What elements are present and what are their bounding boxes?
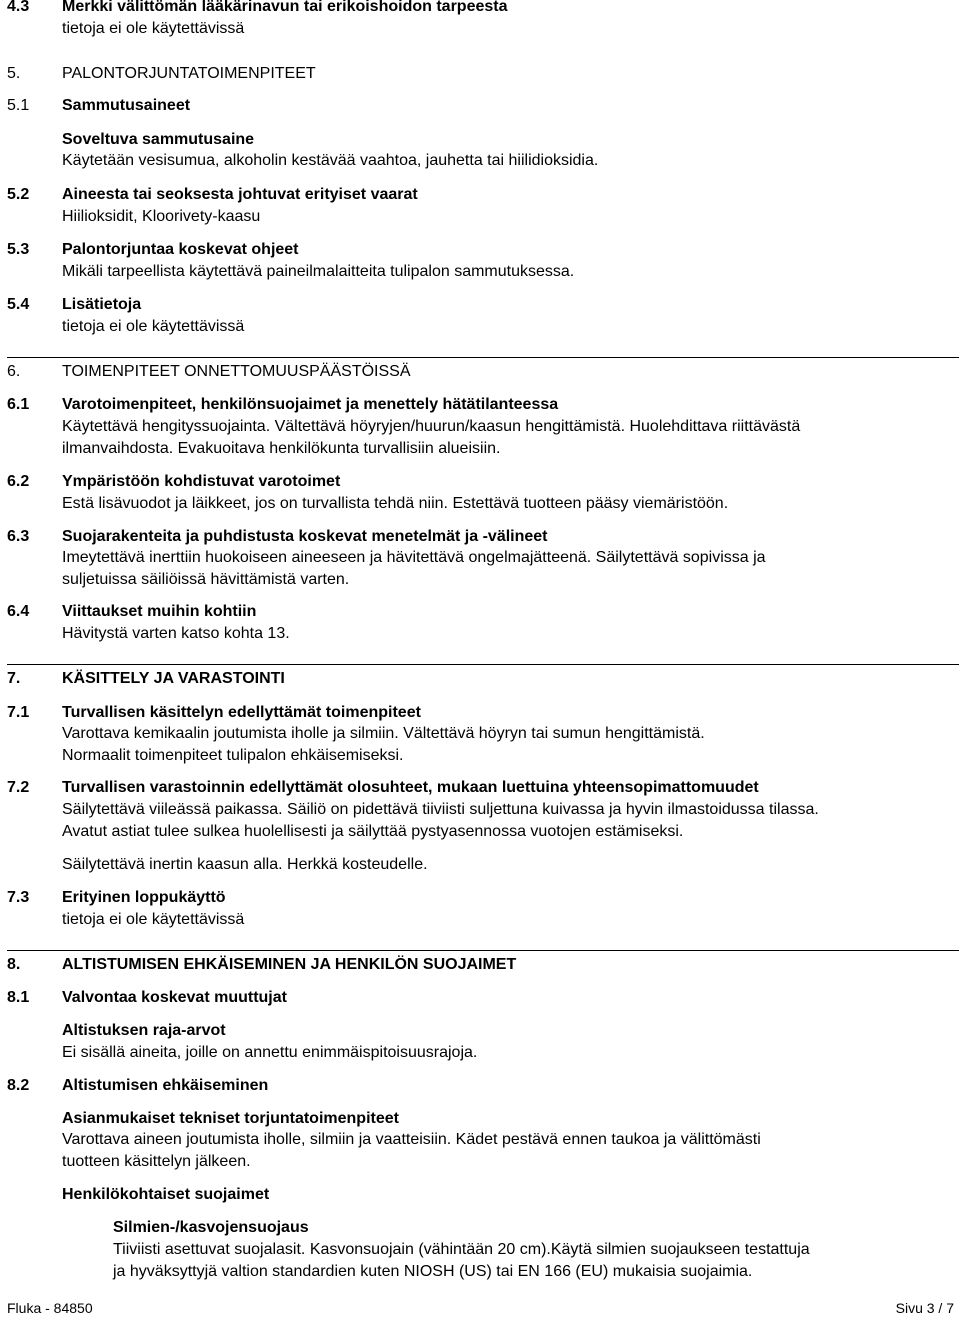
section-text: Estä lisävuodot ja läikkeet, jos on turvallista tehdä niin. Estettävä tuotteen pääsy viemäristöön. [62, 495, 729, 512]
chapter-number: 8. [7, 956, 21, 973]
section-text: ja hyväksyttyjä valtion standardien kuten NIOSH (US) tai EN 166 (EU) mukaisia suojaimia. [113, 1263, 753, 1280]
section-text: tietoja ei ole käytettävissä [62, 318, 245, 335]
footer-page-number: Sivu 3 / 7 [895, 1300, 954, 1316]
section-title: Altistumisen ehkäiseminen [62, 1077, 269, 1094]
section-number: 6.4 [7, 603, 30, 620]
subsection-title: Silmien-/kasvojensuojaus [113, 1219, 309, 1236]
section-title: Valvontaa koskevat muuttujat [62, 989, 287, 1006]
section-title: Merkki välittömän lääkärinavun tai erikoishoidon tarpeesta [62, 0, 508, 15]
section-title: Lisätietoja [62, 296, 142, 313]
chapter-number: 5. [7, 65, 21, 82]
section-text: Mikäli tarpeellista käytettävä paineilmalaitteita tulipalon sammutuksessa. [62, 263, 575, 280]
section-number: 7.3 [7, 889, 30, 906]
section-number: 5.3 [7, 241, 30, 258]
section-number: 8.2 [7, 1077, 30, 1094]
section-title: Sammutusaineet [62, 97, 191, 114]
chapter-number: 6. [7, 363, 21, 380]
divider [7, 664, 959, 665]
section-number: 6.1 [7, 396, 30, 413]
section-text: Tiiviisti asettuvat suojalasit. Kasvonsuojain (vähintään 20 cm).Käytä silmien suojaukseen testattuja [113, 1241, 810, 1258]
footer-product-code: Fluka - 84850 [7, 1300, 93, 1316]
divider [7, 357, 959, 358]
section-text: Hiilioksidit, Kloorivety-kaasu [62, 208, 261, 225]
section-text: Säilytettävä inertin kaasun alla. Herkkä kosteudelle. [62, 856, 428, 873]
subsection-title: Altistuksen raja-arvot [62, 1022, 226, 1039]
section-text: Varottava aineen joutumista iholle, silmiin ja vaatteisiin. Kädet pestävä ennen taukoa ja välittömästi [62, 1131, 761, 1148]
section-number: 8.1 [7, 989, 30, 1006]
section-text: tuotteen käsittelyn jälkeen. [62, 1153, 251, 1170]
section-text: ilmanvaihdosta. Evakuoitava henkilökunta turvallisiin alueisiin. [62, 440, 501, 457]
section-number: 5.2 [7, 186, 30, 203]
section-text: Ei sisällä aineita, joille on annettu enimmäispitoisuusrajoja. [62, 1044, 478, 1061]
subsection-title: Soveltuva sammutusaine [62, 131, 255, 148]
section-title: Palontorjuntaa koskevat ohjeet [62, 241, 299, 258]
section-text: Avatut astiat tulee sulkea huolellisesti ja säilyttää pystyasennossa vuotojen estämiseksi. [62, 823, 684, 840]
section-number: 4.3 [7, 0, 30, 15]
chapter-title: TOIMENPITEET ONNETTOMUUSPÄÄSTÖISSÄ [62, 363, 411, 380]
chapter-title: KÄSITTELY JA VARASTOINTI [62, 670, 285, 687]
section-number: 5.4 [7, 296, 30, 313]
section-number: 5.1 [7, 97, 30, 114]
section-text: Imeytettävä inerttiin huokoiseen aineeseen ja hävitettävä ongelmajätteenä. Säilytettävä sopivissa ja [62, 549, 766, 566]
chapter-title: PALONTORJUNTATOIMENPITEET [62, 65, 316, 82]
section-number: 6.3 [7, 528, 30, 545]
section-text: tietoja ei ole käytettävissä [62, 20, 245, 37]
divider [7, 950, 959, 951]
section-text: Säilytettävä viileässä paikassa. Säiliö on pidettävä tiiviisti suljettuna kuivassa ja hyvin ilmastoidussa tilassa. [62, 801, 819, 818]
section-text: tietoja ei ole käytettävissä [62, 911, 245, 928]
chapter-title: ALTISTUMISEN EHKÄISEMINEN JA HENKILÖN SUOJAIMET [62, 956, 517, 973]
section-number: 6.2 [7, 473, 30, 490]
section-title: Viittaukset muihin kohtiin [62, 603, 257, 620]
subsection-title: Asianmukaiset tekniset torjuntatoimenpiteet [62, 1110, 399, 1127]
section-text: suljetuissa säiliöissä hävittämistä varten. [62, 571, 350, 588]
section-number: 7.1 [7, 704, 30, 721]
section-title: Turvallisen käsittelyn edellyttämät toimenpiteet [62, 704, 421, 721]
section-number: 7.2 [7, 779, 30, 796]
section-text: Käytetään vesisumua, alkoholin kestävää vaahtoa, jauhetta tai hiilidioksidia. [62, 152, 599, 169]
section-title: Turvallisen varastoinnin edellyttämät olosuhteet, mukaan luettuina yhteensopimattomuudet [62, 779, 759, 796]
section-title: Erityinen loppukäyttö [62, 889, 226, 906]
section-text: Varottava kemikaalin joutumista iholle ja silmiin. Vältettävä höyryn tai sumun hengittämistä. [62, 725, 705, 742]
section-title: Aineesta tai seoksesta johtuvat erityiset vaarat [62, 186, 418, 203]
section-title: Suojarakenteita ja puhdistusta koskevat menetelmät ja -välineet [62, 528, 548, 545]
section-text: Hävitystä varten katso kohta 13. [62, 625, 290, 642]
section-title: Ympäristöön kohdistuvat varotoimet [62, 473, 341, 490]
chapter-number: 7. [7, 670, 21, 687]
subsection-title: Henkilökohtaiset suojaimet [62, 1186, 270, 1203]
section-text: Normaalit toimenpiteet tulipalon ehkäisemiseksi. [62, 747, 404, 764]
section-text: Käytettävä hengityssuojainta. Vältettävä höyryjen/huurun/kaasun hengittämistä. Huolehdittava riittävästä [62, 418, 801, 435]
section-title: Varotoimenpiteet, henkilönsuojaimet ja menettely hätätilanteessa [62, 396, 559, 413]
